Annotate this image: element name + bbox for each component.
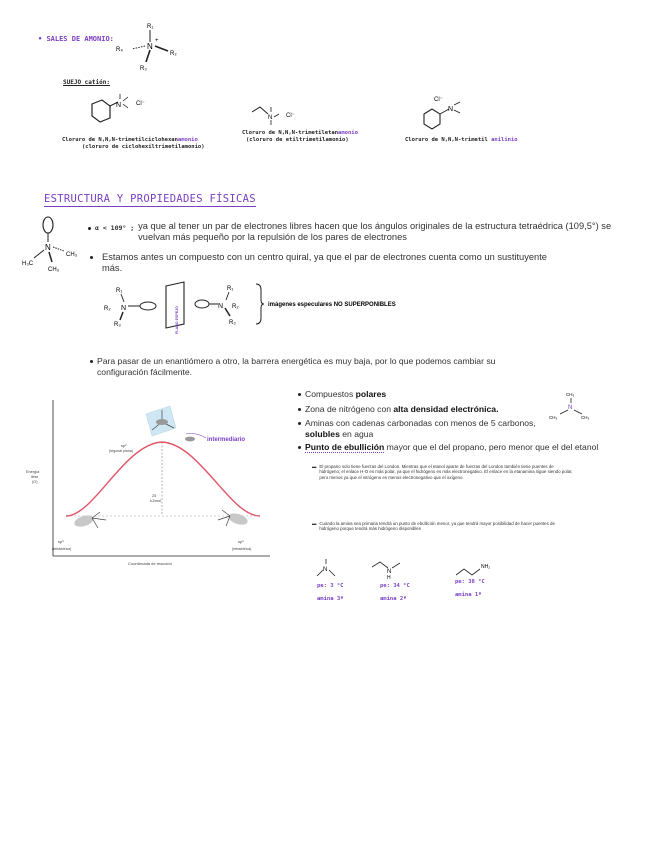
angle-paragraph: α < 109° ; ya que al tener un par de electrones libres hacen que los ángulos originales de la estructura tetraédrica (109,5°) se vuelvan más pequeño por la repulsión de los pares de electrones [88,221,618,243]
svg-text:+: + [155,38,159,44]
n-atom-3: N [448,106,454,113]
n-atom: N [147,42,153,51]
barrier-unit: kJ/mol [150,499,161,503]
ch3-label-1: CH₃ [66,252,78,258]
enantiomers-label: imágenes especulares NO SUPERPONIBLES [268,302,396,308]
svg-text:N: N [218,303,224,310]
section-title: ESTRUCTURA Y PROPIEDADES FÍSICAS [44,193,256,205]
amine-3-type: amina 1ª [455,592,482,598]
sp3-right: sp³ [238,539,244,544]
n-atom-2: N [268,115,273,121]
bullet-boiling: Punto de ebullición mayor que el del propano, pero menor que el del etanol [298,442,648,453]
svg-text:N: N [568,405,573,411]
ch3-label-2: CH₃ [48,267,60,273]
ylabel-1: Energía [26,470,40,474]
tertiary-amine-structure [312,557,352,579]
salt-name-2-sub: (cloruro de etiltrimetilamonio) [246,137,349,143]
salt-name-3: Cloruro de N,N,N-trimetil anilinio [405,137,518,143]
amine-1-type: amina 3ª [317,596,344,602]
n-atom-1: N [116,102,122,109]
bullet-polar: Compuestos polares [298,389,648,400]
ylabel-3: (G) [32,480,38,484]
svg-text:R₂: R₂ [104,306,111,312]
bullet-electron-density: Zona de nitrógeno con alta densidad electrónica. [298,404,648,415]
pyramidal-amine-structure [22,214,86,274]
salts-header [38,35,114,43]
svg-text:R₁: R₁ [227,286,234,292]
svg-text:CH₃: CH₃ [549,415,558,420]
salt-name-1-sub: (cloruro de ciclohexiltrimetilamonio) [82,144,205,150]
r3-label: R₃ [140,66,147,72]
angle-text: ya que al tener un par de electrones libres hacen que los ángulos originales de la estructura tetraédrica (109,5°) se vuelvan más pequeño por la repulsión de los pares de electrones [138,221,612,242]
anilinium-salt-structure [416,92,476,132]
r4-label: R₄ [116,47,123,53]
intermediate-label: intermediario [207,437,246,443]
h3c-label: H₃C [22,261,34,267]
xlabel: Coordenada de reacción [128,561,172,566]
amine-3-bp: pe: 38 °C [455,579,485,585]
chiral-paragraph [90,252,560,274]
secondary-amine-structure [368,557,418,579]
salt-name-1: Cloruro de N,N,N-trimetilciclohexanamonio (cloruro de ciclohexiltrimetilamonio) [62,137,205,150]
barrier-value: 25 [152,494,157,498]
sp2-label: sp² [121,443,127,448]
amine-1-bp: pe: 3 °C [317,583,344,589]
ethyl-salt-structure [248,102,308,128]
svg-text:R₃: R₃ [114,322,121,328]
svg-text:N: N [323,567,328,573]
svg-text:N: N [121,305,127,312]
sp2-sub: (trigonal plana) [109,449,133,453]
cl-ion-3: Cl⁻ [434,97,443,103]
amine-2 [380,580,410,606]
header-bullet: • [38,35,43,43]
amine-2-type: amina 2ª [380,596,407,602]
svg-text:R₁: R₁ [116,288,123,294]
r1-label: R₁ [147,24,154,30]
cl-ion-1: Cl⁻ [136,101,145,107]
bullet-solubility: Aminas con cadenas carbonadas con menos de 5 carbonos, solubles en agua [298,418,538,439]
svg-text:CH₃: CH₃ [581,415,590,420]
angle-value: α < 109° [95,224,127,232]
enantiomers-structure [104,280,424,334]
sp3-left: sp³ [58,539,64,544]
energy-diagram [24,392,286,572]
sp3-left-sub: (tetraédrica) [52,547,72,551]
energy-curve [66,442,260,516]
salt-name-2: Cloruro de N,N,N-trimetiletanamonio (cloruro de etiltrimetilamonio) [242,130,358,143]
cl-ion-2: Cl⁻ [286,113,295,119]
amine-2-bp: pe: 34 °C [380,583,410,589]
n-atom-4: N [45,243,51,252]
trimethylamine-icon [548,388,598,424]
svg-text:R₂: R₂ [232,304,239,310]
barrier-paragraph [90,356,530,377]
amine-1 [317,580,344,606]
sub-note-2: ▬ Cuando la amina sea primaria tendrá un punto de ebullición menor, ya que tendrá mayor posibilidad de hacer puentes de hidrógeno porque tendrá más hidrógeno disponibles [312,521,555,532]
counter-cation-label: SUEJO catión: [63,79,110,86]
header-title: SALES DE AMONIO: [46,35,114,43]
cyclohexyl-salt-structure [78,92,158,132]
ammonium-structure [110,18,190,74]
svg-text:CH₃: CH₃ [566,392,575,397]
chiral-text: Estamos antes un compuesto con un centro quiral, ya que el par de electrones cuenta como un sustituyente más. [102,252,547,273]
sp3-right-sub: (tetraédrica) [232,547,252,551]
r2-label: R₂ [170,51,177,57]
svg-text:N: N [387,569,392,575]
svg-text:H: H [387,575,391,579]
svg-text:R₃: R₃ [229,320,236,326]
mirror-label: PLANO ESPEJO [175,306,179,334]
svg-text:NH₂: NH₂ [481,564,491,570]
amine-3 [455,576,485,602]
ylabel-2: libre [31,475,39,479]
barrier-text: Para pasar de un enantiómero a otro, la barrera energética es muy baja, por lo que podemos cambiar su configuración fácilmente. [97,356,496,377]
sub-note-1: ▬ El propano solo tiene fuerzas del London. Mientras que el etanol aparte de fuerzas del London también tiene puentes de hidrógeno; el enlace H-O es más polar, ya que el hidrógeno es más electronegativo. El enlace en la etanamina sigue siendo polar, pero menos ya que el nitrógeno es menos electronegativo que el oxígeno. [312,464,573,480]
